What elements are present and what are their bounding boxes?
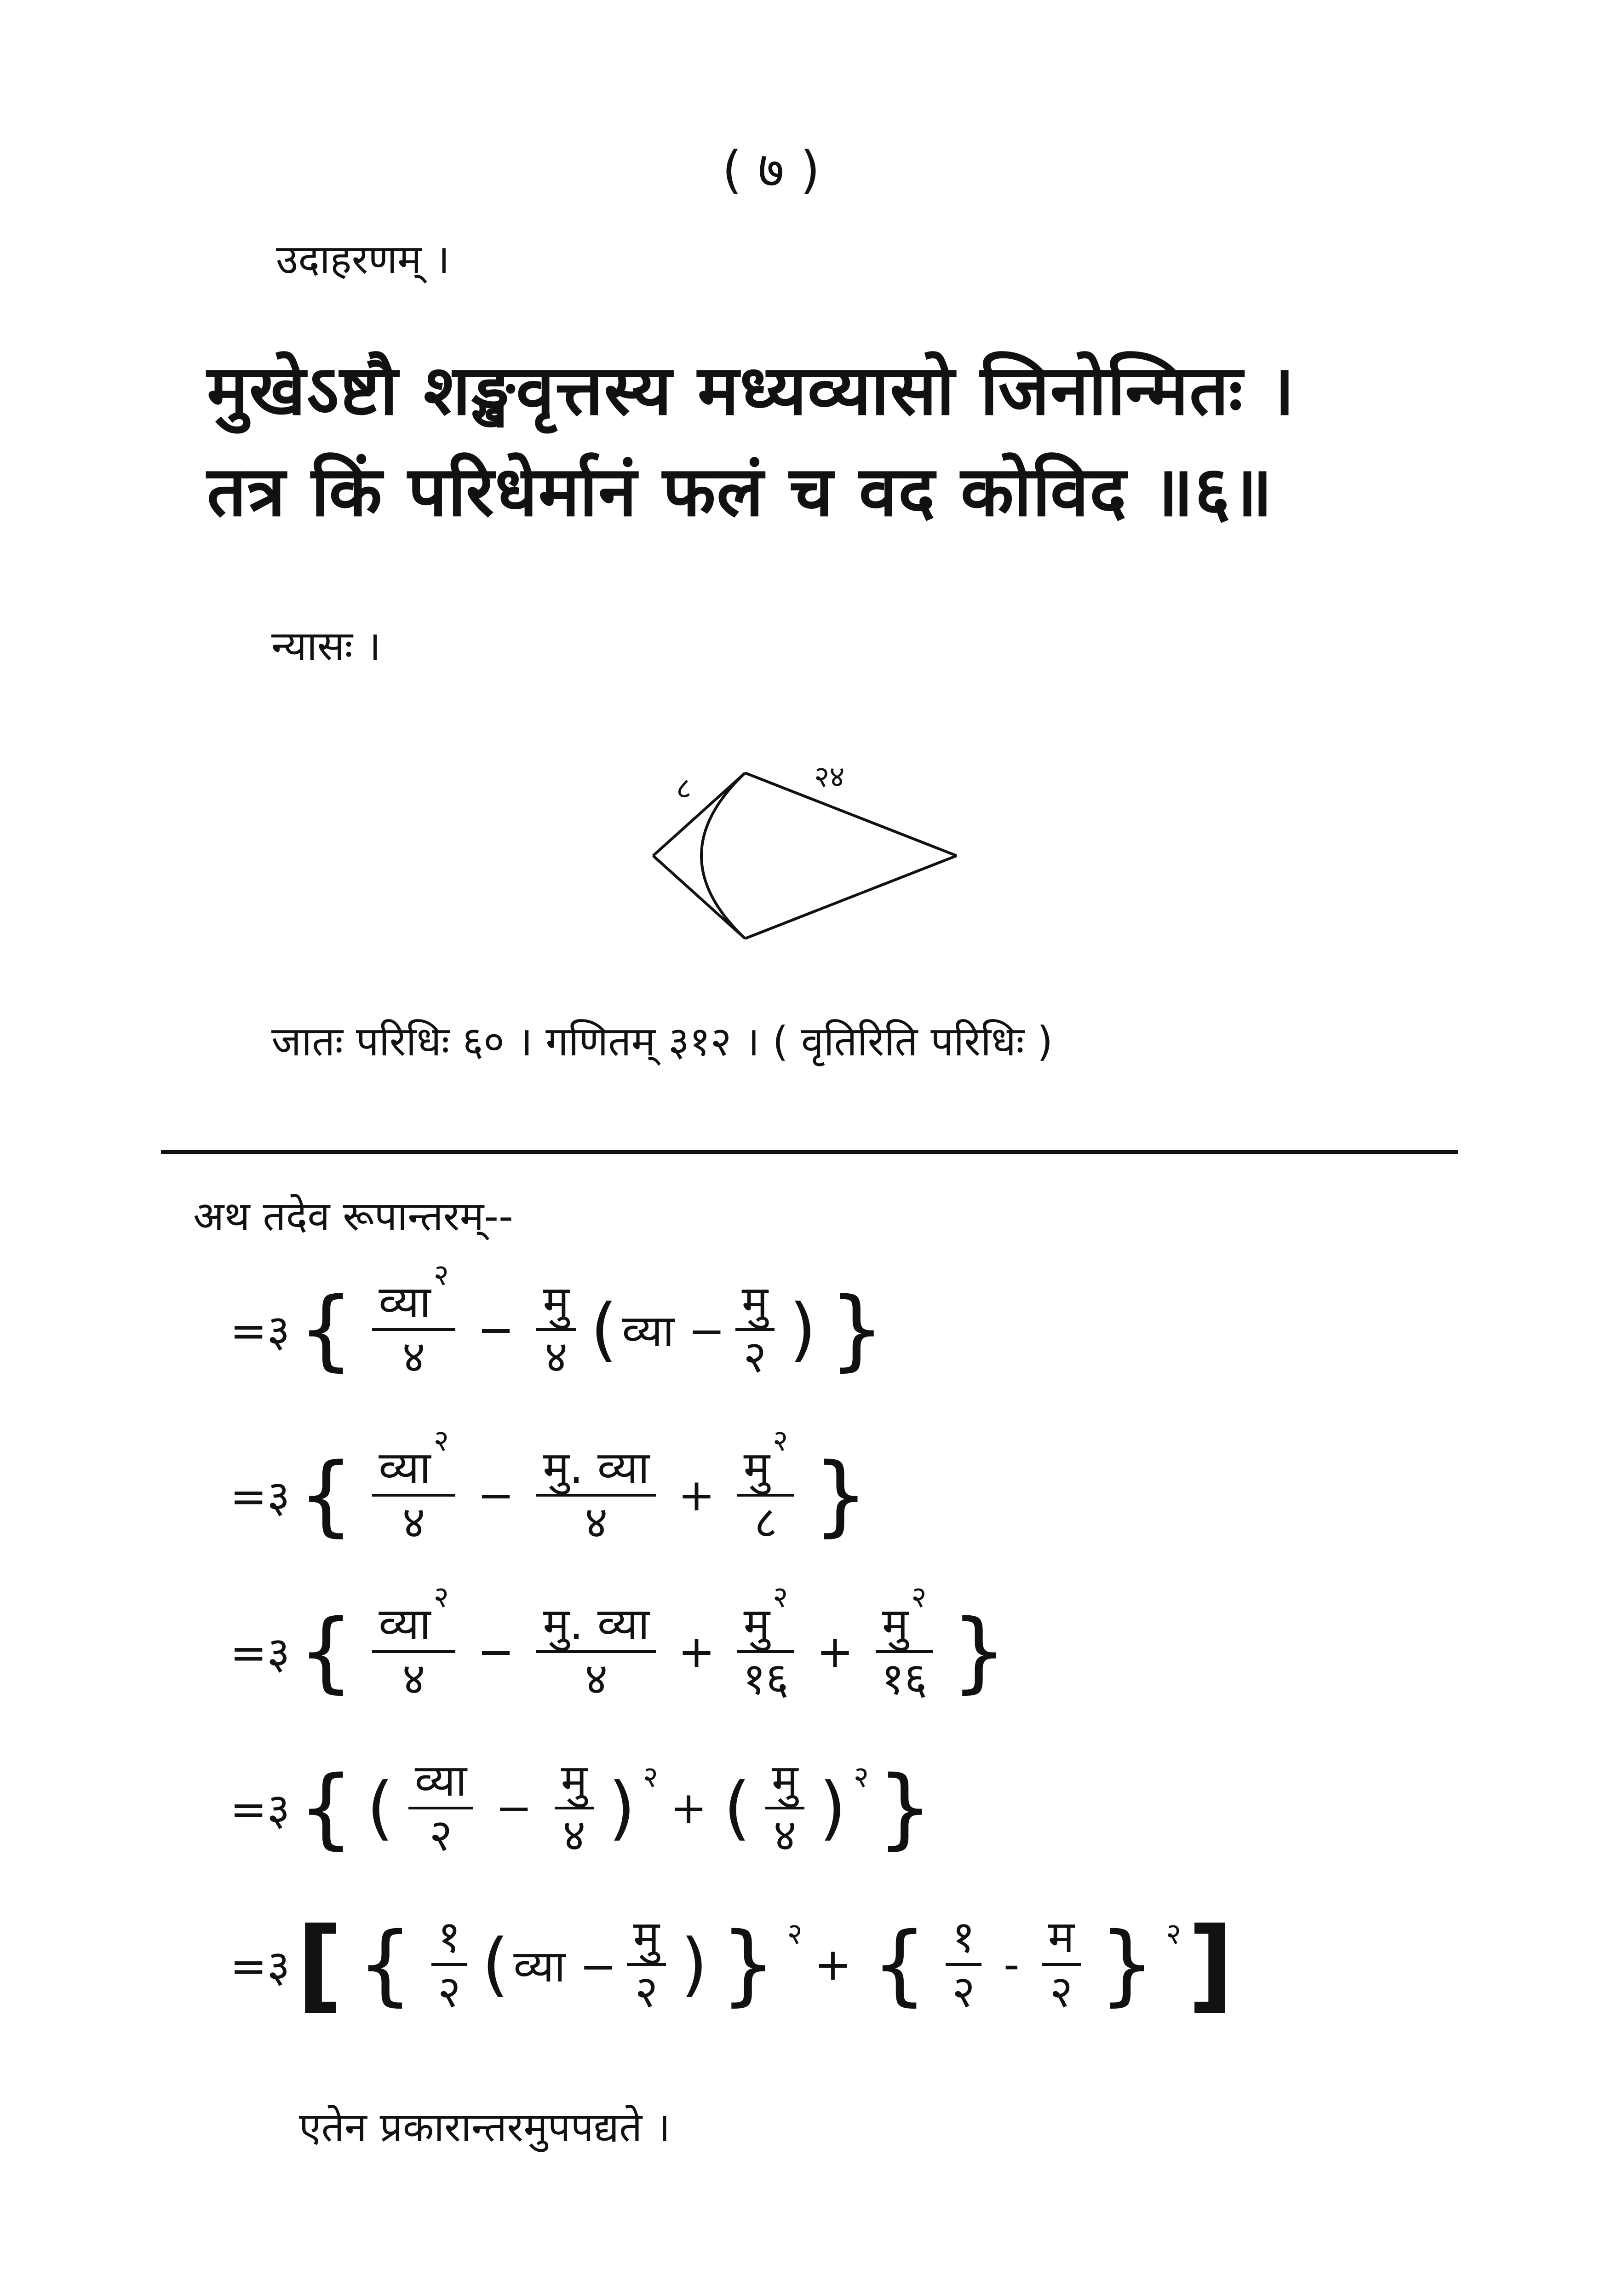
fraction: $\frac{व्या^२}{४}$ (372, 1601, 455, 1702)
verse-line-1: मुखेऽष्टौ शङ्खवृत्तस्य मध्यव्यासो जिनोन्मितः । (207, 351, 1296, 431)
fraction: $\frac{मु^२}{१६}$ (876, 1601, 933, 1702)
fraction: $\frac{मु^२}{१६}$ (737, 1601, 795, 1702)
nyasa-label: न्यासः । (271, 622, 381, 669)
fraction: $\frac{१}{२}$ (431, 1914, 467, 2015)
fraction: $\frac{१}{२}$ (946, 1914, 981, 2015)
mouth-label: ८ (676, 772, 692, 806)
fraction: $\frac{मु^२}{८}$ (737, 1445, 795, 1546)
fraction: $\frac{\text{मु}}{४}$ (555, 1757, 594, 1859)
upper-side-line (745, 773, 957, 856)
alt-heading: अथ तदेव रूपान्तरम्-- (193, 1192, 513, 1240)
side-label: २४ (814, 760, 845, 794)
equation-2: =३ { $\frac{व्या^२}{४}$ − $\frac{\text{मु. व्या}}{४}$ + $\frac{मु^२}{८}$ } (230, 1424, 869, 1548)
fraction: $\frac{\text{मु}}{२}$ (627, 1914, 666, 2015)
fraction: $\frac{\text{मु}}{२}$ (735, 1279, 775, 1380)
fraction: $\frac{\text{मु}}{४}$ (765, 1757, 804, 1859)
page-number: ( ७ ) (722, 140, 820, 199)
fraction: $\frac{\text{मु. व्या}}{४}$ (536, 1445, 656, 1546)
result-line: जातः परिधिः ६० । गणितम् ३१२ । ( वृतिरिति परिधिः ) (271, 1018, 1053, 1065)
mouth-arc (701, 773, 745, 939)
fraction: $\frac{\text{व्या}}{२}$ (408, 1757, 473, 1859)
fraction: $\frac{\text{म}}{२}$ (1042, 1914, 1081, 2015)
equation-5: =३ [ { $\frac{१}{२}$ ( व्या − $\frac{\text{मु}}{२}$ ) } २ + { $\frac{१}{२}$ - $\frac{\text{म}}{२}$ } २ ] (230, 1906, 1234, 2023)
conch-figure (635, 755, 993, 994)
fraction: $\frac{व्या^२}{४}$ (372, 1445, 455, 1546)
example-heading: उदाहरणम् । (276, 236, 450, 283)
fraction: $\frac{\text{मु}}{४}$ (536, 1279, 575, 1380)
horizontal-rule (161, 1150, 1458, 1154)
lower-side-line (745, 856, 957, 939)
equation-3: =३ { $\frac{व्या^२}{४}$ − $\frac{\text{मु. व्या}}{४}$ + $\frac{मु^२}{१६}$ + $\frac{मु^२}{१६}$ } (230, 1580, 1007, 1705)
equation-4: =३ { ( $\frac{\text{व्या}}{२}$ − $\frac{\text{मु}}{४}$ ) २ + ( $\frac{\text{मु}}{४}$ ) २ } (230, 1755, 933, 1861)
fraction: $\frac{व्या^२}{४}$ (372, 1279, 455, 1380)
fraction: $\frac{\text{मु. व्या}}{४}$ (536, 1601, 656, 1702)
closing-line: एतेन प्रकारान्तरमुपपद्यते । (299, 2103, 671, 2151)
verse-line-2: तत्र किं परिधेर्मानं फलं च वद कोविद ॥६॥ (207, 452, 1274, 532)
equation-1: =३ { $\frac{व्या^२}{४}$ − $\frac{\text{मु}}{४}$ ( व्या − $\frac{\text{मु}}{२}$ ) } (230, 1258, 885, 1382)
